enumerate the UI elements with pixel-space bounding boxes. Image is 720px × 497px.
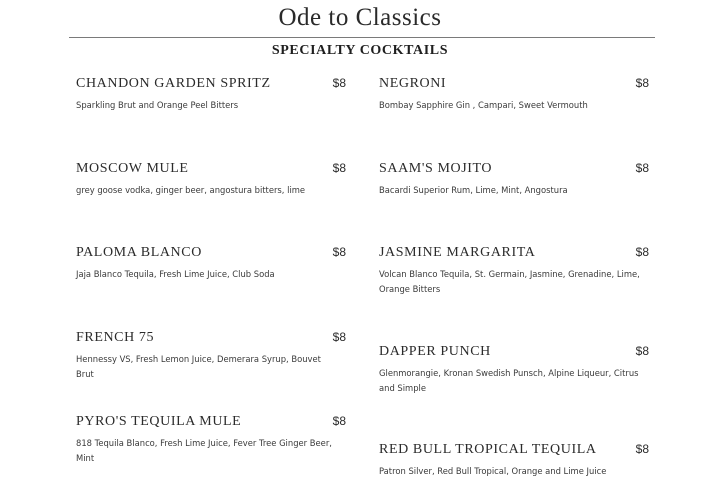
menu-item-name: MOSCOW MULE bbox=[76, 161, 189, 176]
menu-item-description: Bacardi Superior Rum, Lime, Mint, Angostura bbox=[379, 185, 568, 195]
menu-item-description: grey goose vodka, ginger beer, angostura bitters, lime bbox=[76, 185, 306, 195]
menu-item-name: PALOMA BLANCO bbox=[76, 245, 202, 260]
menu-item-price: $8 bbox=[635, 245, 649, 259]
menu-item-price: $8 bbox=[332, 76, 346, 90]
menu-item-price: $8 bbox=[635, 161, 649, 175]
menu-item-price: $8 bbox=[332, 330, 346, 344]
menu-item-price: $8 bbox=[332, 161, 346, 175]
section-title: SPECIALTY COCKTAILS bbox=[271, 43, 449, 58]
menu-item-name: PYRO'S TEQUILA MULE bbox=[76, 414, 242, 429]
menu-item-description: Patron Silver, Red Bull Tropical, Orange and Lime Juice bbox=[379, 466, 607, 476]
menu-item-description: Bombay Sapphire Gin , Campari, Sweet Vermouth bbox=[379, 100, 588, 110]
menu-item-name: NEGRONI bbox=[379, 76, 447, 91]
menu-item-name: JASMINE MARGARITA bbox=[379, 245, 536, 260]
menu-item-price: $8 bbox=[332, 414, 346, 428]
menu-item-price: $8 bbox=[635, 76, 649, 90]
title-divider bbox=[69, 37, 655, 38]
menu-item-name: CHANDON GARDEN SPRITZ bbox=[76, 76, 271, 91]
menu-item-name: FRENCH 75 bbox=[76, 330, 155, 345]
menu-item-name: RED BULL TROPICAL TEQUILA bbox=[379, 442, 597, 457]
menu-item-description: Jaja Blanco Tequila, Fresh Lime Juice, Club Soda bbox=[76, 269, 275, 279]
menu-item-price: $8 bbox=[332, 245, 346, 259]
menu-item-description: Sparkling Brut and Orange Peel Bitters bbox=[76, 100, 239, 110]
menu-item-price: $8 bbox=[635, 442, 649, 456]
menu-item-description: Volcan Blanco Tequila, St. Germain, Jasmine, Grenadine, Lime, Orange Bitters bbox=[379, 269, 640, 294]
menu-item-description: Hennessy VS, Fresh Lemon Juice, Demerara Syrup, Bouvet Brut bbox=[76, 354, 321, 379]
menu-item-description: 818 Tequila Blanco, Fresh Lime Juice, Fever Tree Ginger Beer, Mint bbox=[76, 438, 332, 463]
menu-item-price: $8 bbox=[635, 344, 649, 358]
menu-item-name: SAAM'S MOJITO bbox=[379, 161, 493, 176]
menu-item-description: Glenmorangie, Kronan Swedish Punsch, Alpine Liqueur, Citrus and Simple bbox=[379, 368, 639, 393]
menu-item-name: DAPPER PUNCH bbox=[379, 344, 491, 359]
page-title: Ode to Classics bbox=[278, 4, 442, 31]
